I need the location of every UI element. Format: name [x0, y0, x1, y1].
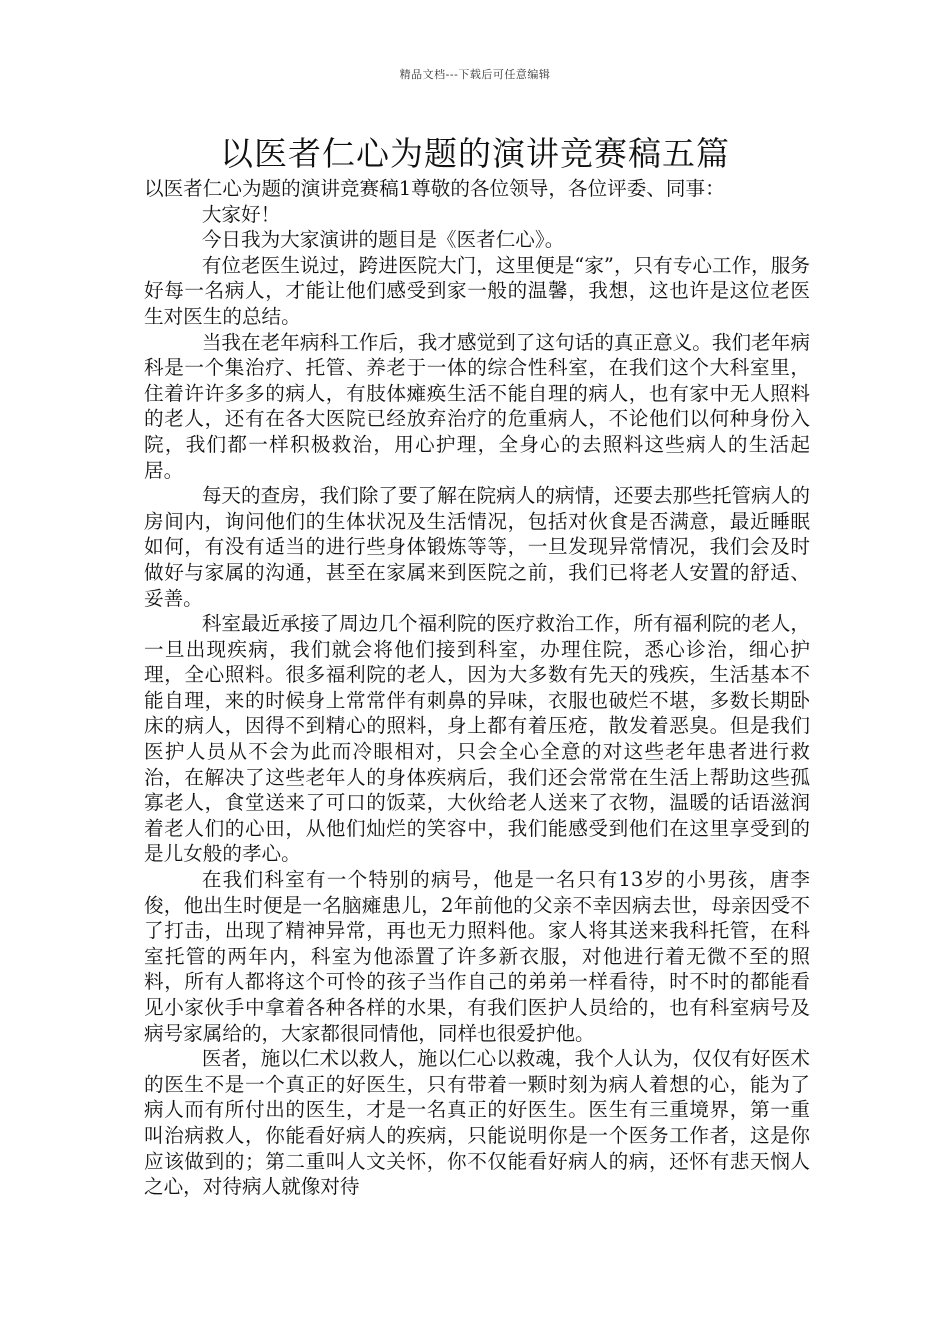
paragraph-physician: 医者，施以仁术以救人，施以仁心以救魂，我个人认为，仅仅有好医术的医生不是一个真正的好医生，只有带着一颗时刻为病人着想的心，能为了病人而有所付出的医生，才是一名真正的好医生。医生有三重境界，第一重叫治病救人，你能看好病人的疾病，只能说明你是一个医务工作者，这是你应该做到的；第二重叫人文关怀，你不仅能看好病人的病，还怀有悲天悯人之心，对待病人就像对待	[144, 1047, 810, 1199]
paragraph-special-patient: 在我们科室有一个特别的病号，他是一名只有13岁的小男孩，唐李俊，他出生时便是一名脑瘫患儿，2年前他的父亲不幸因病去世，母亲因受不了打击，出现了精神异常，再也无力照料他。家人将其送来我科托管，在科室托管的两年内，科室为他添置了许多新衣服，对他进行着无微不至的照料，所有人都将这个可怜的孩子当作自己的弟弟一样看待，时不时的都能看见小家伙手中拿着各种各样的水果，有我们医护人员给的，也有科室病号及病号家属给的，大家都很同情他，同样也很爱护他。	[144, 868, 810, 1045]
document-title: 以医者仁心为题的演讲竞赛稿五篇	[220, 134, 730, 173]
header-note: 精品文档---下载后可任意编辑	[399, 68, 551, 81]
paragraph-welfare-homes: 科室最近承接了周边几个福利院的医疗救治工作，所有福利院的老人，一旦出现疾病，我们就会将他们接到科室，办理住院，悉心诊治，细心护理，全心照料。很多福利院的老人，因为大多数有先天的残疾，生活基本不能自理，来的时候身上常常伴有刺鼻的异味，衣服也破烂不堪，多数长期卧床的病人，因得不到精心的照料，身上都有着压疮，散发着恶臭。但是我们医护人员从不会为此而冷眼相对，只会全心全意的对这些老年患者进行救治，在解决了这些老年人的身体疾病后，我们还会常常在生活上帮助这些孤寡老人，食堂送来了可口的饭菜，大伙给老人送来了衣物，温暖的话语滋润着老人们的心田，从他们灿烂的笑容中，我们能感受到他们在这里享受到的是儿女般的孝心。	[144, 612, 810, 866]
paragraph-topic: 今日我为大家演讲的题目是《医者仁心》。	[201, 228, 565, 252]
paragraph-old-doctor: 有位老医生说过，跨进医院大门，这里便是“家”，只有专心工作，服务好每一名病人，才能让他们感受到家一般的温馨，我想，这也许是这位老医生对医生的总结。	[144, 253, 810, 328]
document-body	[144, 176, 810, 1200]
paragraph-opening: 以医者仁心为题的演讲竞赛稿1尊敬的各位领导，各位评委、同事：	[144, 177, 725, 200]
paragraph-ward-rounds: 每天的查房，我们除了要了解在院病人的病情，还要去那些托管病人的房间内，询问他们的生体状况及生活情况，包括对伙食是否满意，最近睡眠如何，有没有适当的进行些身体锻炼等等，一旦发现异常情况，我们会及时做好与家属的沟通，甚至在家属来到医院之前，我们已将老人安置的舒适、妥善。	[144, 484, 810, 610]
paragraph-greeting: 大家好！	[201, 202, 281, 226]
paragraph-geriatric-dept: 当我在老年病科工作后，我才感觉到了这句话的真正意义。我们老年病科是一个集治疗、托管、养老于一体的综合性科室，在我们这个大科室里，住着许许多多的病人，有肢体瘫痪生活不能自理的病人，也有家中无人照料的老人，还有在各大医院已经放弃治疗的危重病人，不论他们以何种身份入院，我们都一样积极救治，用心护理，全身心的去照料这些病人的生活起居。	[144, 330, 810, 482]
